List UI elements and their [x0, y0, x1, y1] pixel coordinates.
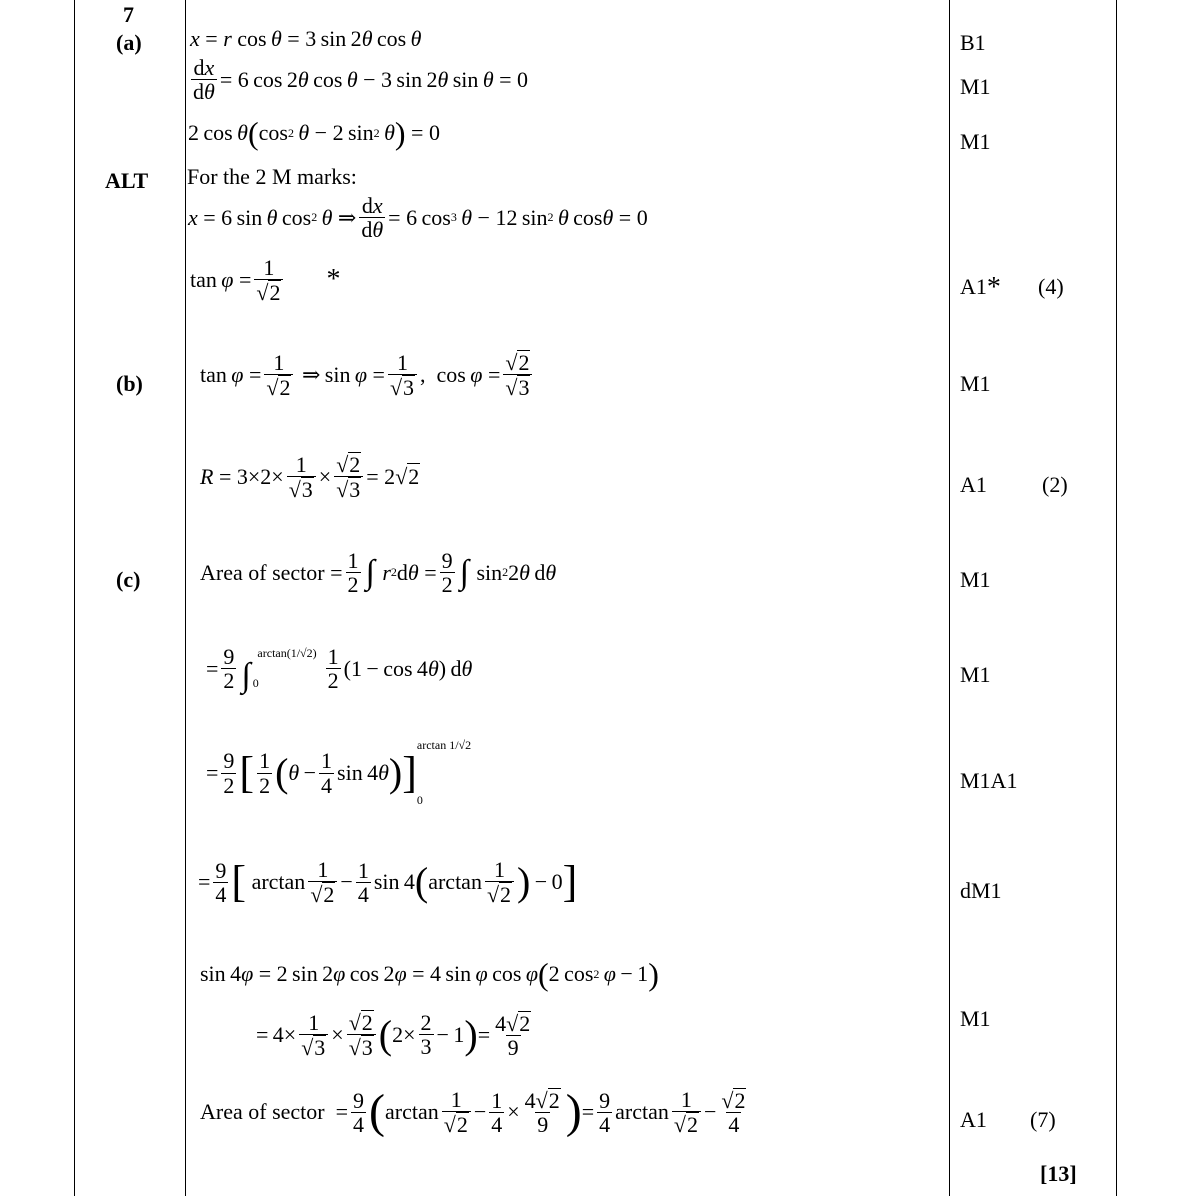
mark-c6: A1 — [960, 1107, 987, 1132]
mark-c4: dM1 — [960, 878, 1002, 903]
mark-a3: M1 — [960, 129, 991, 154]
mark-c5: M1 — [960, 1006, 991, 1031]
alt-intro-text: For the 2 M marks: — [187, 164, 357, 189]
part-c-total: (7) — [1030, 1107, 1056, 1132]
mark-b2: A1 — [960, 472, 987, 497]
eq-c-line2: = $\frac{9}{2}$ arctan(1/√2) ∫ 0 $\frac{1}{2}$ (1 − cos 4 θ ) d θ — [206, 644, 473, 694]
mark-c3: M1A1 — [960, 768, 1018, 793]
eq-c-line6: = 4× 1 √ 3 × √ 2 √ 3 ( 2× $\frac{2}{3}$ − 1 ) = 4 √ 2 9 — [256, 1009, 531, 1061]
eq-c-line7: Area of sector = $\frac{9}{4}$ ( arctan 1 √ 2 − $\frac{1}{4}$ × 4 √ 2 9 ) = $\frac{9}{4}$ arctan 1 √ 2 − √ 2 4 — [200, 1085, 746, 1139]
part-b-total: (2) — [1042, 472, 1068, 497]
star-symbol: * — [986, 272, 1001, 303]
mark-a2: M1 — [960, 74, 991, 99]
eq-c-line5: sin 4 φ = 2 sin 2 φ cos 2 φ = 4 sin φ cos φ ( 2 cos 2 φ − 1 ) — [200, 956, 659, 992]
column-divider-1 — [185, 0, 186, 1196]
eq-c-line4: = $\frac{9}{4}$ [ arctan 1 √ 2 − $\frac{1}{4}$ sin 4 ( arctan 1 √ 2 ) − 0 ] — [198, 857, 578, 908]
mark-a4 — [960, 274, 1001, 302]
eq-a-line4: tan φ = 1 √ 2 * — [190, 255, 341, 306]
part-b-label: (b) — [116, 371, 143, 396]
left-border — [74, 0, 75, 1196]
eq-b-line2: R = 3×2× 1 √ 3 × √ 2 √ 3 = 2 √ 2 — [200, 451, 420, 503]
eq-c-line1: Area of sector = $\frac{1}{2}$ ∫ r 2 d θ = $\frac{9}{2}$ ∫ sin 2 2 θ d θ — [200, 548, 557, 598]
part-a-label: (a) — [116, 30, 142, 55]
eq-a-line3: 2 cos θ ( cos 2 θ − 2 sin 2 θ ) = 0 — [188, 115, 440, 151]
grand-total: [13] — [1040, 1161, 1077, 1186]
question-number: 7 — [123, 2, 134, 27]
mark-a1: B1 — [960, 30, 986, 55]
mark-c1: M1 — [960, 567, 991, 592]
part-c-label: (c) — [116, 567, 141, 592]
area-of-sector-label-2: Area of sector — [200, 1099, 325, 1125]
eq-a-line2: $\frac{dx}{d\theta}$ = 6 cos 2 θ cos θ − 3 sin 2 θ sin θ = 0 — [193, 55, 529, 105]
part-a-total: (4) — [1038, 274, 1064, 299]
eq-a-line1: x = r cos θ = 3 sin 2 θ cos θ — [190, 26, 422, 51]
mark-c2: M1 — [960, 662, 991, 687]
mark-b1: M1 — [960, 371, 991, 396]
mark-a4-label: A1 — [960, 274, 987, 299]
eq-c-line3: = $\frac{9}{2}$ [ $\frac{1}{2}$ ( θ − $\frac{1}{4}$ sin 4 θ ) ] arctan 1/√2 0 — [206, 738, 472, 807]
column-divider-2 — [949, 0, 950, 1196]
alt-label: ALT — [105, 168, 149, 193]
eq-b-line1: tan φ = 1 √ 2 ⇒ sin φ = 1 √ 3 , cos φ = √ 2 √ 3 — [200, 350, 535, 399]
eq-alt-line1: x = 6 sin θ cos 2 θ ⇒ $\frac{dx}{d\theta}$ = 6 cos 3 θ − 12 sin 2 θ cos θ = 0 — [188, 193, 648, 243]
area-of-sector-label-1: Area of sector — [200, 559, 325, 585]
right-border — [1116, 0, 1117, 1196]
